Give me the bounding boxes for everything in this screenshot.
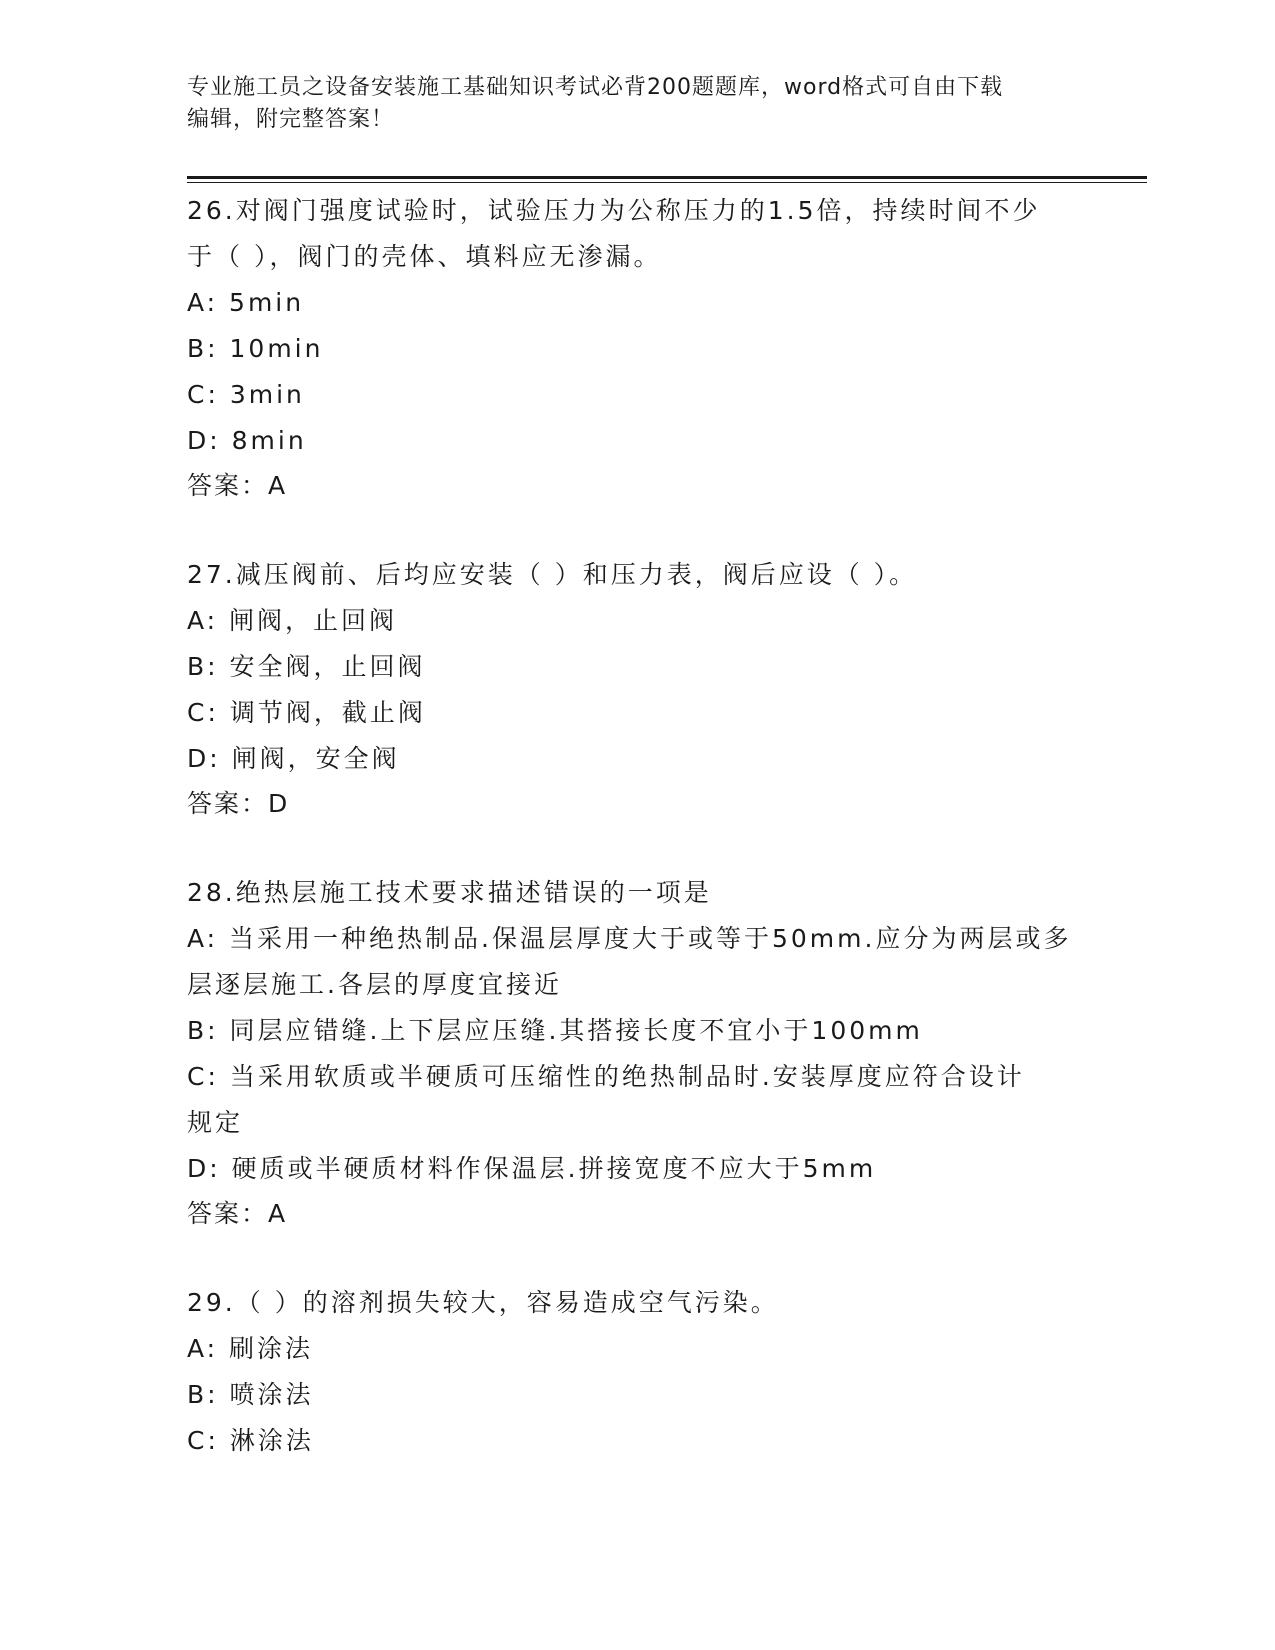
question-stem-line: 29.（ ）的溶剂损失较大，容易造成空气污染。 [187, 1288, 779, 1317]
header-title-line-2: 编辑，附完整答案！ [187, 107, 395, 132]
question-stem-line: 27.减压阀前、后均应安装（ ）和压力表，阀后应设（ ）。 [187, 560, 918, 589]
option-a-continued: 层逐层施工.各层的厚度宜接近 [187, 970, 562, 999]
answer-label: 答案：A [187, 1199, 288, 1228]
option-d: D: 硬质或半硬质材料作保温层.拼接宽度不应大于5mm [187, 1154, 877, 1183]
option-b: B: 喷涂法 [187, 1380, 314, 1409]
option-c: C: 淋涂法 [187, 1426, 314, 1455]
question-stem-line: 26.对阀门强度试验时，试验压力为公称压力的1.5倍，持续时间不少 [187, 196, 1041, 225]
option-c-continued: 规定 [187, 1108, 244, 1137]
question-26 [187, 188, 1087, 508]
question-28 [187, 870, 1087, 1236]
question-stem-line: 于（ ），阀门的壳体、填料应无渗漏。 [187, 242, 662, 271]
question-27 [187, 552, 1087, 826]
answer-label: 答案：D [187, 789, 290, 818]
header-title-line-1: 专业施工员之设备安装施工基础知识考试必背200题题库，word格式可自由下载 [187, 75, 1004, 100]
question-list [187, 188, 1087, 1508]
answer-label: 答案：A [187, 471, 288, 500]
option-c: C: 3min [187, 380, 305, 409]
option-a: A: 刷涂法 [187, 1334, 314, 1363]
option-d: D: 闸阀，安全阀 [187, 744, 400, 773]
option-a: A: 闸阀，止回阀 [187, 606, 398, 635]
question-29 [187, 1280, 1087, 1464]
option-c: C: 调节阀，截止阀 [187, 698, 426, 727]
option-a: A: 当采用一种绝热制品.保温层厚度大于或等于50mm.应分为两层或多 [187, 924, 1072, 953]
option-c: C: 当采用软质或半硬质可压缩性的绝热制品时.安装厚度应符合设计 [187, 1062, 1025, 1091]
header-divider-thick [187, 176, 1147, 179]
option-b: B: 安全阀，止回阀 [187, 652, 426, 681]
option-a: A: 5min [187, 288, 305, 317]
document-header [187, 72, 1087, 136]
question-stem-line: 28.绝热层施工技术要求描述错误的一项是 [187, 878, 712, 907]
option-b: B: 同层应错缝.上下层应压缝.其搭接长度不宜小于100mm [187, 1016, 923, 1045]
header-divider-thin [187, 182, 1147, 183]
option-b: B: 10min [187, 334, 324, 363]
option-d: D: 8min [187, 426, 307, 455]
